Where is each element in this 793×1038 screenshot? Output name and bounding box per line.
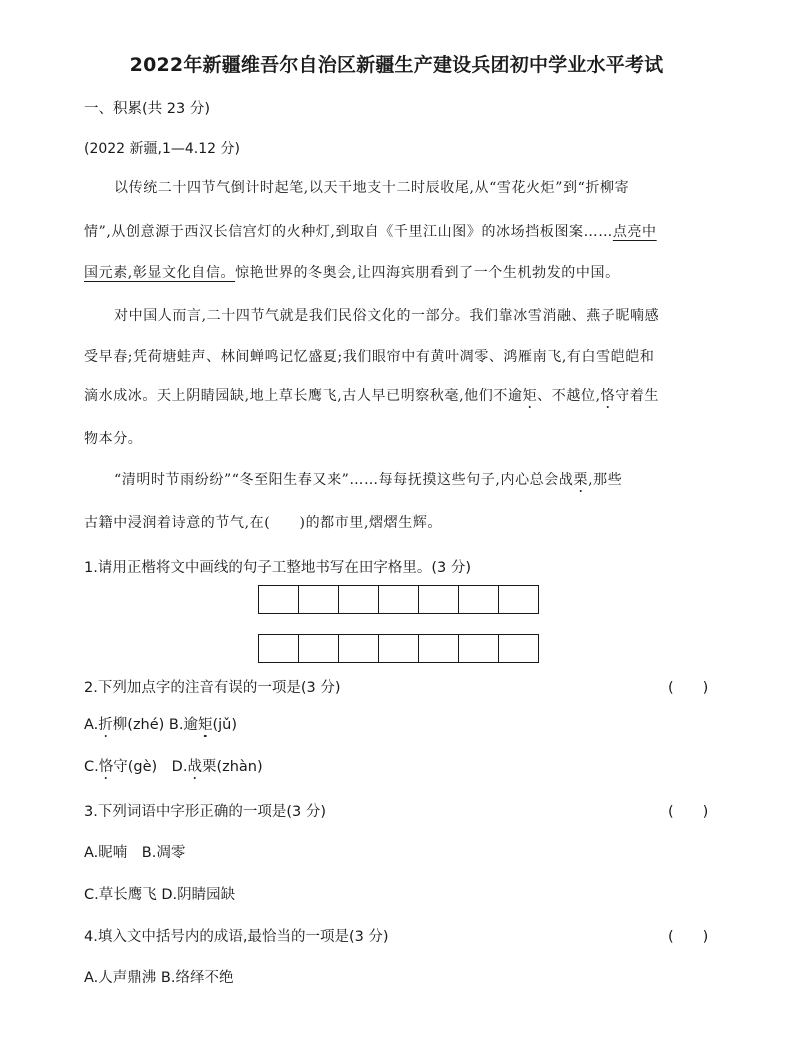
underlined-sentence: 点亮中 <box>612 224 657 240</box>
passage-p2-line1: 对中国人而言,二十四节气就是我们民俗文化的一部分。我们靠冰雪消融、燕子昵喃感 <box>114 308 660 324</box>
writing-grid-row-1[interactable] <box>258 585 539 614</box>
passage-p2-line4: 物本分。 <box>84 431 143 447</box>
passage-p1-line2 <box>84 221 657 241</box>
dotted-char: 恪 <box>98 759 114 775</box>
answer-blank[interactable]: ( ) <box>668 929 709 945</box>
dotted-char: 折 <box>98 717 113 733</box>
dotted-char: 矩 <box>197 717 213 733</box>
passage-text: “清明时节雨纷纷”“冬至阳生春又来”……每每抚摸这些句子,内心总会战 <box>114 472 574 488</box>
question-2-options-cd <box>84 755 263 776</box>
grid-cell[interactable] <box>418 634 459 663</box>
question-3-options-cd: C.草长鹰飞 D.阴睛园缺 <box>84 887 236 903</box>
question-2: 2.下列加点字的注音有误的一项是(3 分) <box>84 680 341 696</box>
question-3-options-ab: A.昵喃 B.凋零 <box>84 845 186 861</box>
passage-text: 惊艳世界的冬奥会,让四海宾朋看到了一个生机勃发的中国。 <box>235 265 620 281</box>
grid-cell[interactable] <box>458 585 499 614</box>
passage-text: 情”,从创意源于西汉长信宫灯的火种灯,到取自《千里江山图》的冰场挡板图案…… <box>84 224 613 240</box>
exam-title: 2022年新疆维吾尔自治区新疆生产建设兵团初中学业水平考试 <box>129 54 664 76</box>
answer-blank[interactable]: ( ) <box>668 804 709 820</box>
answer-blank[interactable]: ( ) <box>668 680 709 696</box>
grid-cell[interactable] <box>458 634 499 663</box>
dotted-char: 恪 <box>600 388 616 404</box>
underlined-sentence: 国元素,彰显文化自信。 <box>84 265 236 281</box>
source-note: (2022 新疆,1—4.12 分) <box>84 141 240 157</box>
passage-text: 守着生 <box>615 388 660 404</box>
grid-cell[interactable] <box>498 634 539 663</box>
option-text: 栗(zhàn) <box>201 759 263 775</box>
option-text: C. <box>84 759 99 775</box>
option-text: (jǔ) <box>212 717 238 733</box>
passage-p2-line3 <box>84 385 659 405</box>
section-heading: 一、积累(共 23 分) <box>84 101 210 117</box>
passage-p3-line1 <box>114 469 622 489</box>
writing-grid-row-2[interactable] <box>258 634 539 663</box>
grid-cell[interactable] <box>298 585 339 614</box>
passage-p1-line1: 以传统二十四节气倒计时起笔,以天干地支十二时辰收尾,从“雪花火炬”到“折柳寄 <box>114 180 630 196</box>
option-text: 柳(zhé) B.逾 <box>112 717 198 733</box>
question-1: 1.请用正楷将文中画线的句子工整地书写在田字格里。(3 分) <box>84 560 471 576</box>
grid-cell[interactable] <box>298 634 339 663</box>
grid-cell[interactable] <box>258 634 299 663</box>
dotted-char: 战 <box>187 759 202 775</box>
passage-p2-line2: 受早春;凭荷塘蛙声、林间蝉鸣记忆盛夏;我们眼帘中有黄叶凋零、鸿雁南飞,有白雪皑皑和 <box>84 349 655 365</box>
grid-cell[interactable] <box>378 585 419 614</box>
grid-cell[interactable] <box>338 585 379 614</box>
grid-cell[interactable] <box>258 585 299 614</box>
passage-p3-line2: 古籍中浸润着诗意的节气,在( )的都市里,熠熠生辉。 <box>84 515 443 531</box>
question-4-options-ab: A.人声鼎沸 B.络绎不绝 <box>84 970 234 986</box>
dotted-char: 矩 <box>522 388 538 404</box>
question-2-options-ab <box>84 713 237 734</box>
grid-cell[interactable] <box>498 585 539 614</box>
passage-p1-line3 <box>84 262 620 282</box>
grid-cell[interactable] <box>418 585 459 614</box>
option-text: 守(gè) D. <box>113 759 188 775</box>
passage-text: 滴水成冰。天上阴睛园缺,地上草长鹰飞,古人早已明察秋毫,他们不逾 <box>84 388 523 404</box>
passage-text: 、不越位, <box>537 388 601 404</box>
dotted-char: 栗 <box>573 472 589 488</box>
passage-text: ,那些 <box>588 472 623 488</box>
question-3: 3.下列词语中字形正确的一项是(3 分) <box>84 804 326 820</box>
grid-cell[interactable] <box>378 634 419 663</box>
grid-cell[interactable] <box>338 634 379 663</box>
question-4: 4.填入文中括号内的成语,最恰当的一项是(3 分) <box>84 929 389 945</box>
option-text: A. <box>84 717 99 733</box>
